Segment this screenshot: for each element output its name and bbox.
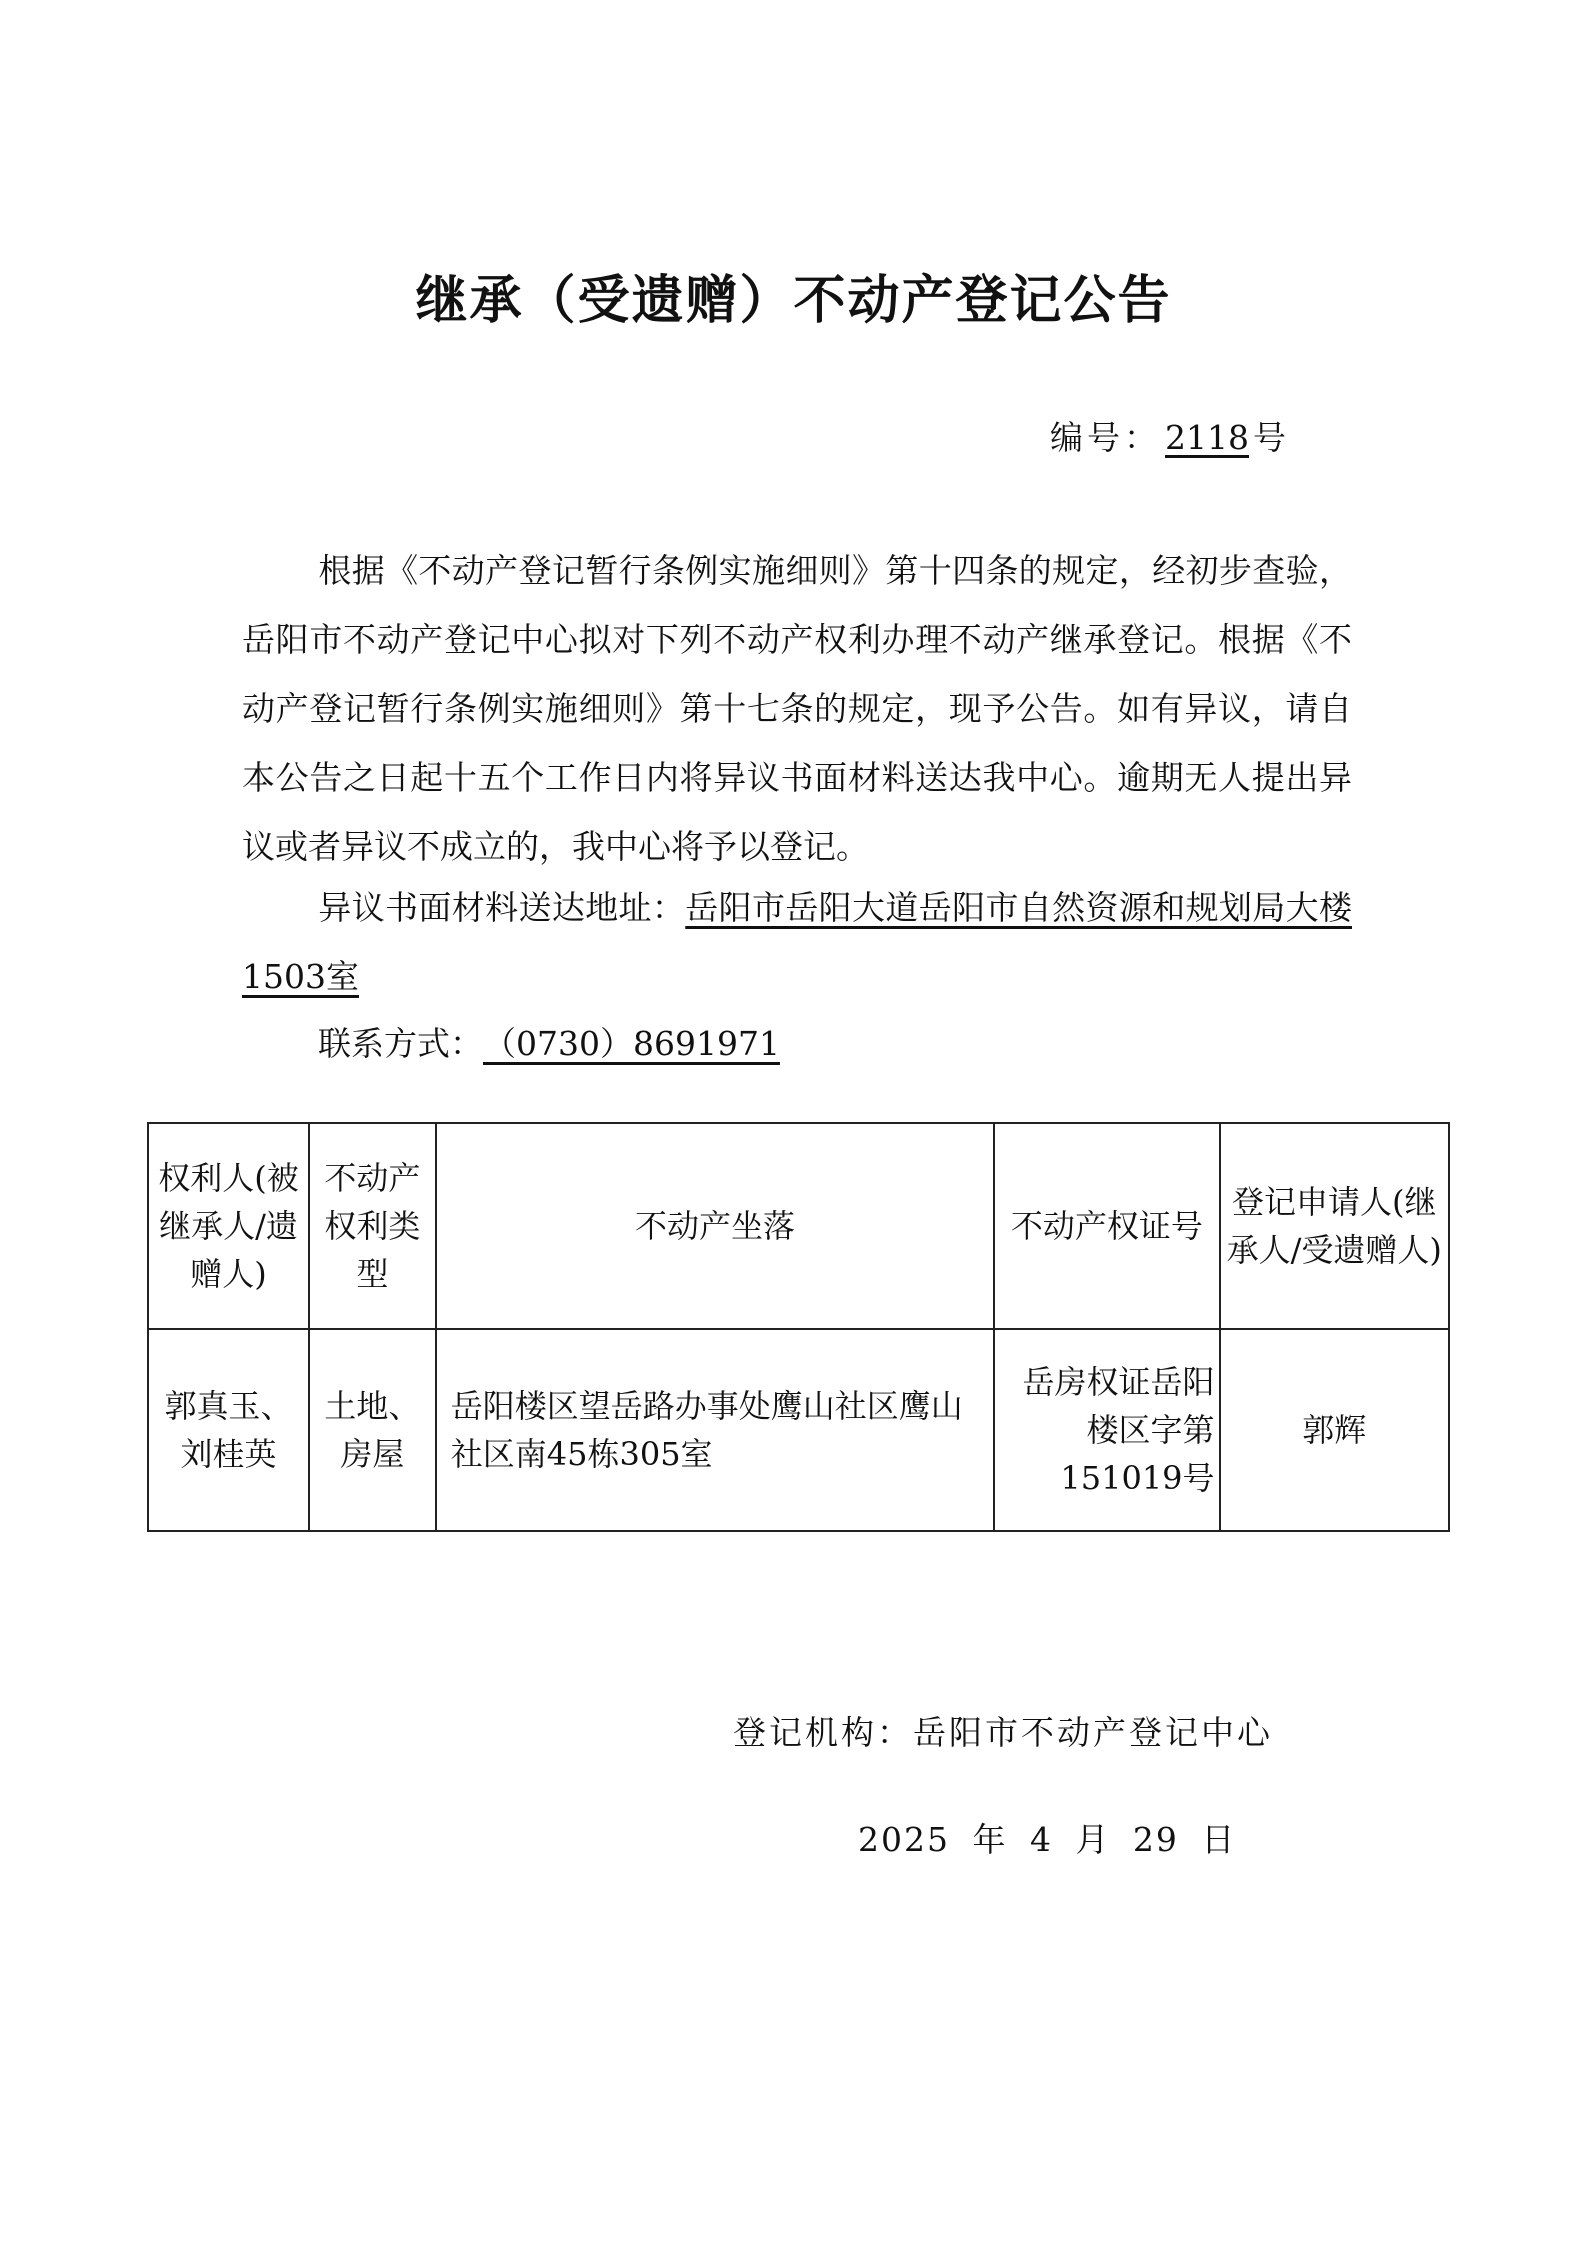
- cell-location: 岳阳楼区望岳路办事处鹰山社区鹰山社区南45栋305室: [436, 1329, 994, 1531]
- document-number-label: 编号：: [1050, 418, 1161, 457]
- authority-name: 岳阳市不动产登记中心: [913, 1713, 1273, 1752]
- cell-right-type: 土地、房屋: [309, 1329, 436, 1531]
- registration-authority: [733, 1707, 1273, 1754]
- header-rights-holder: 权利人(被继承人/遗赠人): [148, 1123, 309, 1329]
- notice-body-text: 根据《不动产登记暂行条例实施细则》第十四条的规定，经初步查验，岳阳市不动产登记中心拟对下列不动产权利办理不动产继承登记。根据《不动产登记暂行条例实施细则》第十七条的规定，现予公告。如有异议，请自本公告之日起十五个工作日内将异议书面材料送达我中心。逾期无人提出异议或者异议不成立的，我中心将予以登记。: [242, 551, 1352, 866]
- header-right-type: 不动产权利类型: [309, 1123, 436, 1329]
- cell-applicant: 郭辉: [1220, 1329, 1449, 1531]
- cell-certificate-no: 岳房权证岳阳楼区字第151019号: [994, 1329, 1219, 1531]
- document-number: [1050, 412, 1290, 459]
- contact-phone: （0730）8691971: [483, 1024, 780, 1063]
- cell-rights-holder: 郭真玉、刘桂英: [148, 1329, 309, 1531]
- registration-table: [147, 1122, 1450, 1532]
- header-applicant: 登记申请人(继承人/受遗赠人): [1220, 1123, 1449, 1329]
- document-number-value: 2118: [1165, 418, 1249, 457]
- objection-address-value: 岳阳市岳阳大道岳阳市自然资源和规划局大楼1503室: [242, 888, 1353, 996]
- header-certificate-no: 不动产权证号: [994, 1123, 1219, 1329]
- contact-info: [242, 1009, 1352, 1078]
- objection-address: [242, 873, 1352, 1011]
- document-number-suffix: 号: [1252, 418, 1290, 457]
- objection-address-label: 异议书面材料送达地址：: [318, 888, 686, 927]
- authority-label: 登记机构：: [733, 1713, 913, 1752]
- table-row: [148, 1329, 1449, 1531]
- page-title: 继承（受遗赠）不动产登记公告: [415, 271, 1172, 331]
- notice-date: 2025 年 4 月 29 日: [858, 1820, 1237, 1859]
- notice-body: [242, 536, 1352, 881]
- contact-label: 联系方式：: [318, 1024, 483, 1063]
- table-header-row: [148, 1123, 1449, 1329]
- header-location: 不动产坐落: [436, 1123, 994, 1329]
